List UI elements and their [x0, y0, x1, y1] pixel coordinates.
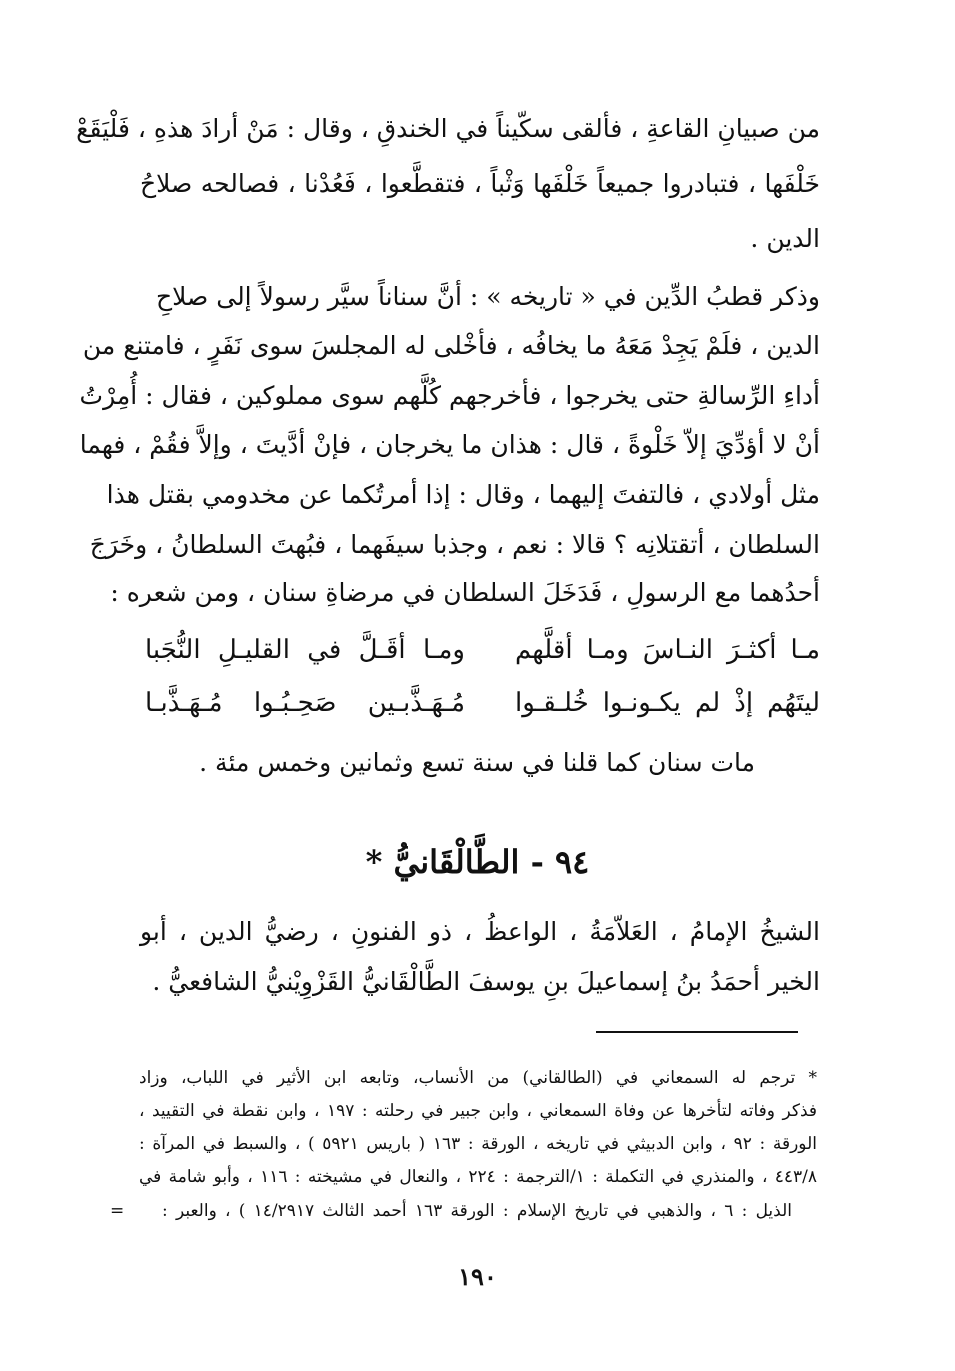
text-line: الدين . — [750, 224, 820, 253]
footnote-divider — [596, 1031, 798, 1033]
closing-line: مات سنان كما قلنا في سنة تسع وثمانين وخمس مئة . — [199, 748, 755, 777]
entry-heading: ٩٤ - الطَّالْقَانيُّ * — [365, 843, 590, 881]
text-line: الدين ، فلَمْ يَجِدْ مَعَهُ ما يخافُه ، فأخْلى له المجلسَ سوى نَفَرٍ ، فامتنع من — [82, 331, 820, 360]
verse-2-first-hemistich: ليتَهُم إذْ لم يكـونـوا خُلـقـوا — [515, 688, 820, 718]
text-line: خَلْفَها ، فتبادروا جميعاً خَلْفَها وَثْباً ، فتقطَّعوا ، فَعُدْنا ، فصالحه صلاحُ — [140, 169, 820, 198]
text-line: وذكر قطبُ الدِّين في « تاريخه » : أنَّ سناناً سيَّر رسولاً إلى صلاحِ — [156, 282, 820, 311]
footnote-line: الورقة : ٩٢ ، وابن الدبيثي في تاريخه ، الورقة : ١٦٣ ( باريس ٥٩٢١ ) ، والسبط في المرآة : — [139, 1134, 817, 1154]
footnote-line: * ترجم له السمعاني في (الطالقاني) من الأنساب، وتابعه ابن الأثير في اللباب، وزاد — [139, 1068, 817, 1088]
verse-1-first-hemistich: مـا أكثـرَ النـاسَ ومـا أقلَّهم — [515, 635, 820, 665]
footnote-line: الذيل : ٦ ، والذهبي في تاريخ الإسلام : الورقة ١٦٣ أحمد الثالث ١٤/٢٩١٧ ) ، والعبر : — [162, 1201, 792, 1221]
text-line: مثل أولادي ، فالتفتَ إليهما ، وقال : إذا أمرتُكما عن مخدومي بقتل هذا — [106, 480, 820, 509]
footnote-line: فذكر وفاته لتأخرها عن وفاة السمعاني ، وابن جبير في رحلته : ١٩٧ ، وابن نقطة في التقييد ، — [139, 1101, 817, 1121]
text-line: أنْ لا أؤدِّيَ إلاّ خَلْوةً ، قال : هذان ما يخرجان ، فإنْ أدَّيتَ ، وإلاَّ فقُمْ ، فهما — [79, 430, 820, 459]
text-line: الخير أحمَدُ بنُ إسماعيلَ بنِ يوسفَ الطَّالْقَانيُّ القَزْوِيْنيُّ الشافعيُّ . — [152, 967, 820, 996]
text-line: أداءِ الرِّسالةِ حتى يخرجوا ، فأخرجهم كُلَّهم سوى مملوكين ، فقال : أُمِرْتُ — [79, 381, 820, 410]
footnote-line: ٤٤٣/٨ ، والمنذري في التكملة : ١/الترجمة : ٢٢٤ ، والنعال في مشيخته : ١١٦ ، وأبو شامة في — [139, 1167, 817, 1187]
text-line: الشيخُ الإمامُ ، العَلاّمَةُ ، الواعظُ ، ذو الفنونِ ، رضيُّ الدين ، أبو — [140, 917, 820, 946]
text-line: أحدُهما مع الرسولِ ، فَدَخَلَ السلطان في مرضاةِ سنان ، ومن شعره : — [110, 578, 820, 607]
page-number: ١٩٠ — [458, 1262, 497, 1291]
verse-1-second-hemistich: ومـا أقَـلَّ في القليـلِ النُّجَبا — [145, 635, 465, 665]
verse-2-second-hemistich: مُـهَـذَّبـين صَحِـبُـوا مُـهَـذَّبـا — [145, 688, 465, 718]
text-line: السلطان ، أتقتلانِه ؟ قالا : نعم ، وجذبا سيفَهما ، فبُهتَ السلطانُ ، وخَرَجَ — [89, 530, 820, 559]
continuation-mark: = — [110, 1201, 125, 1221]
text-line: من صبيانِ القاعةِ ، فألقى سكّيناً في الخندقِ ، وقال : مَنْ أرادَ هذهِ ، فَلْيَقَعْ — [76, 114, 820, 143]
